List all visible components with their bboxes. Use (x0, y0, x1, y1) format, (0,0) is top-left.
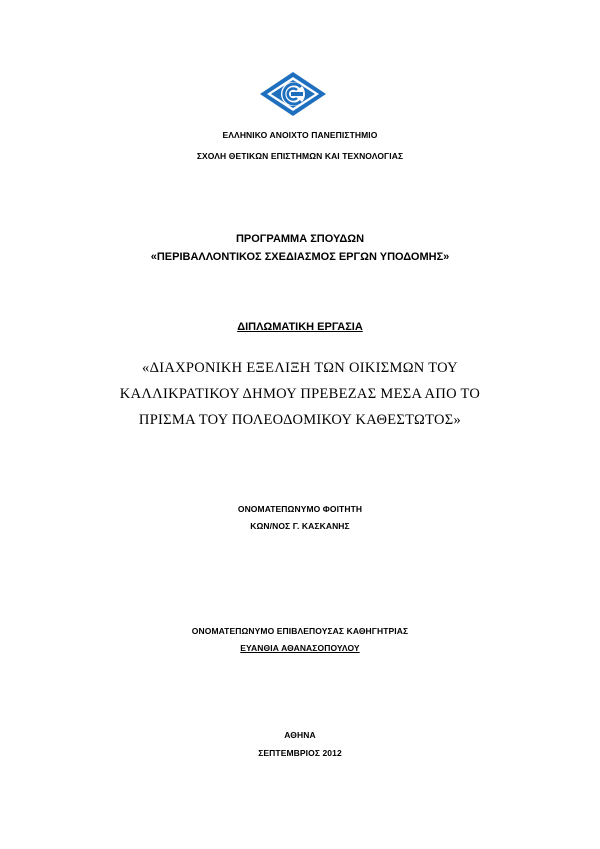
date: ΣΕΠΤΕΜΒΡΙΟΣ 2012 (258, 748, 342, 758)
school-name: ΣΧΟΛΗ ΘΕΤΙΚΩΝ ΕΠΙΣΤΗΜΩΝ ΚΑΙ ΤΕΧΝΟΛΟΓΙΑΣ (196, 151, 404, 161)
city: ΑΘΗΝΑ (284, 730, 316, 740)
university-name: ΕΛΛΗΝΙΚΟ ΑΝΟΙΧΤΟ ΠΑΝΕΠΙΣΤΗΜΙΟ (222, 130, 378, 140)
supervisor-name: ΕΥΑΝΘΙΑ ΑΘΑΝΑΣΟΠΟΥΛΟΥ (240, 643, 360, 653)
program-name: «ΠΕΡΙΒΑΛΛΟΝΤΙΚΟΣ ΣΧΕΔΙΑΣΜΟΣ ΕΡΓΩΝ ΥΠΟΔΟΜΗΣ» (150, 251, 450, 263)
thesis-title-line-2: ΚΑΛΛΙΚΡΑΤΙΚΟΥ ΔΗΜΟΥ ΠΡΕΒΕΖΑΣ ΜΕΣΑ ΑΠΟ ΤΟ (119, 386, 481, 402)
supervisor-label: ΟΝΟΜΑΤΕΠΩΝΥΜΟ ΕΠΙΒΛΕΠΟΥΣΑΣ ΚΑΘΗΓΗΤΡΙΑΣ (191, 626, 409, 636)
thesis-type: ΔΙΠΛΩΜΑΤΙΚΗ ΕΡΓΑΣΙΑ (237, 321, 363, 333)
student-label: ΟΝΟΜΑΤΕΠΩΝΥΜΟ ΦΟΙΤΗΤΗ (237, 504, 363, 514)
thesis-title-line-3: ΠΡΙΣΜΑ ΤΟΥ ΠΟΛΕΟΔΟΜΙΚΟΥ ΚΑΘΕΣΤΩΤΟΣ» (138, 412, 462, 428)
thesis-title-line-1: «ΔΙΑΧΡΟΝΙΚΗ ΕΞΕΛΙΞΗ ΤΩΝ ΟΙΚΙΣΜΩΝ ΤΟΥ (142, 360, 458, 376)
eap-university-logo-icon (260, 72, 326, 116)
student-name: ΚΩΝ/ΝΟΣ Γ. ΚΑΣΚΑΝΗΣ (250, 521, 350, 531)
program-label: ΠΡΟΓΡΑΜΜΑ ΣΠΟΥΔΩΝ (235, 233, 365, 245)
